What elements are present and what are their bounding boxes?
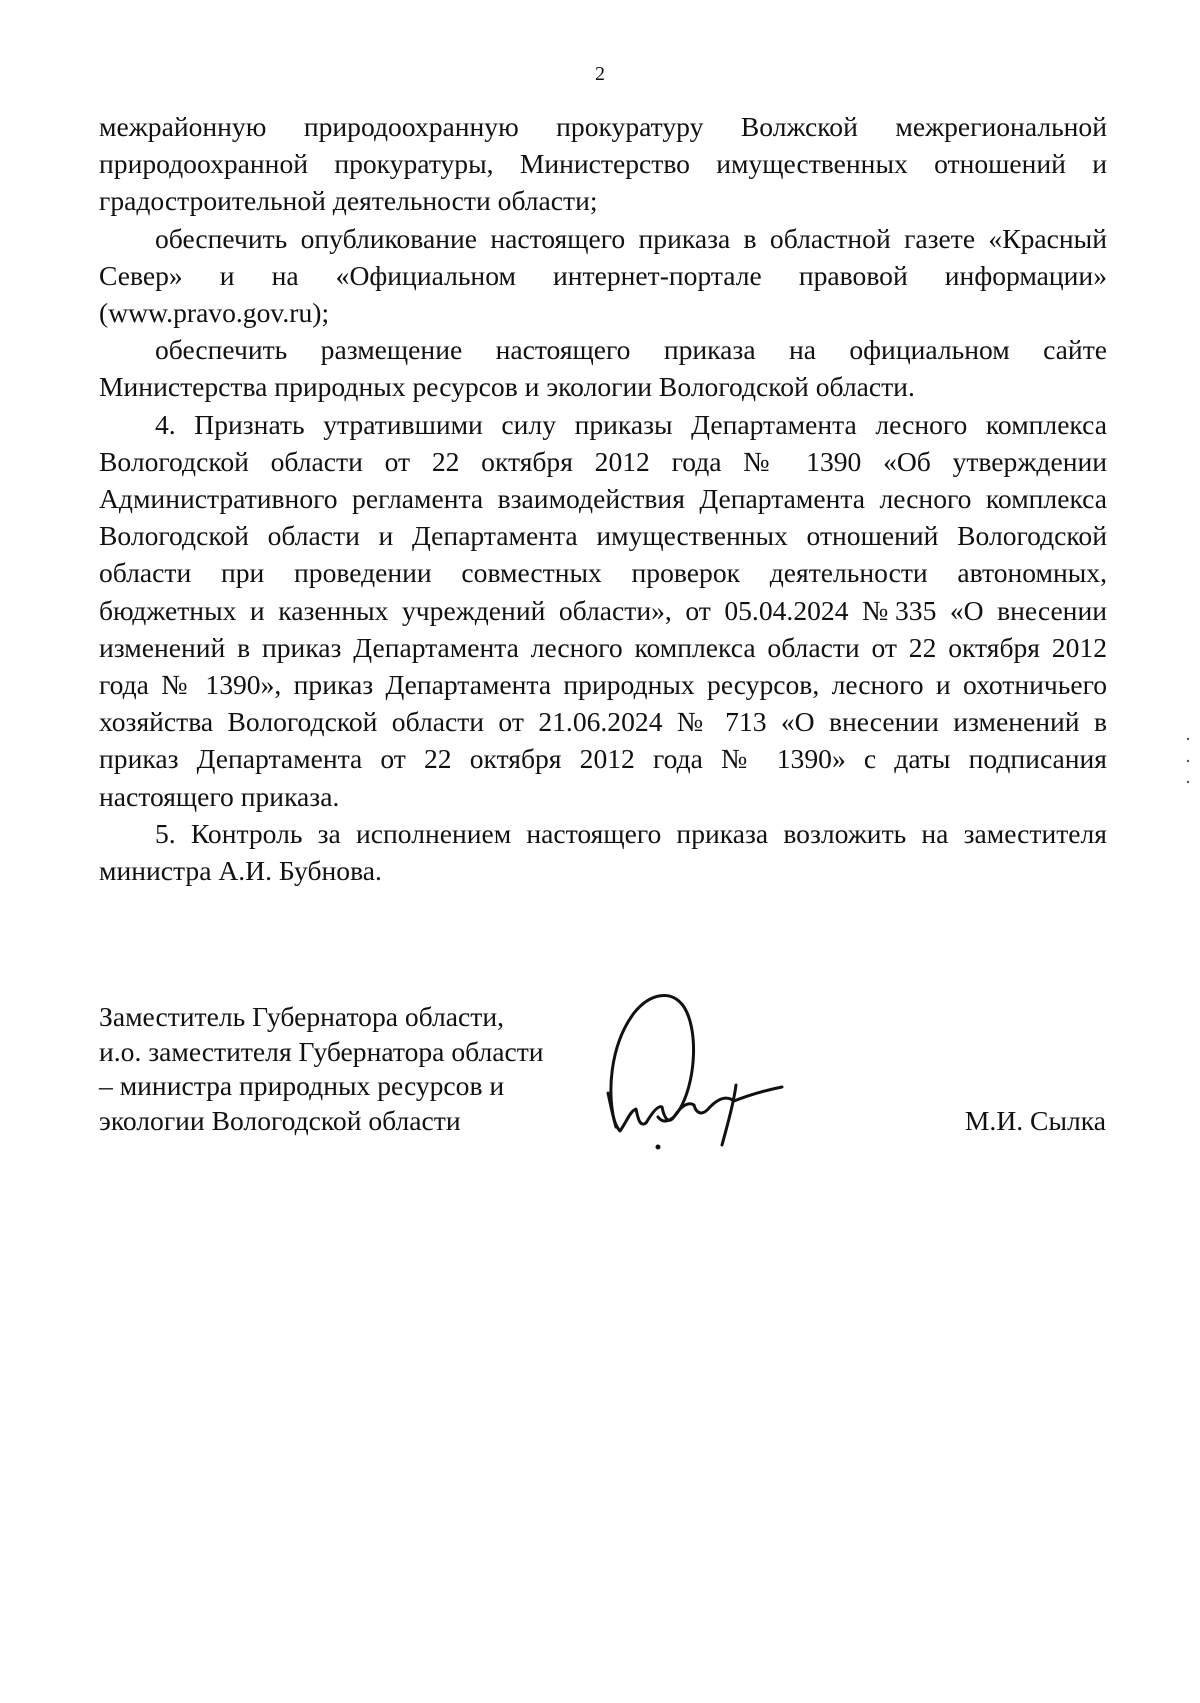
margin-dots (1186, 736, 1190, 786)
signatory-title-line: и.о. заместителя Губернатора области (99, 1035, 544, 1067)
signatory-title-line: Заместитель Губернатора области, (99, 1001, 505, 1032)
handwritten-signature (598, 985, 818, 1160)
document-body (99, 108, 1107, 889)
paragraph-publication: обеспечить опубликование настоящего приказа в областной газете «Красный Север» и на «Официальном интернет-портале правовой информации» (www.pravo.gov.ru); (99, 222, 1107, 329)
paragraph-item-5: 5. Контроль за исполнением настоящего приказа возложить на заместителя министра А.И. Бубнова. (99, 817, 1107, 887)
paragraph-item-4: 4. Признать утратившими силу приказы Департамента лесного комплекса Вологодской области от 22 октября 2012 года № 1390 «Об утверждении Административного регламента взаимодействия Департамента лесного комплекса Вологодской области и Департамента имущественных отношений Вологодской области при проведении совместных проверок деятельности автономных, бюджетных и казенных учреждений области», от 05.04.2024 №335 «О внесении изменений в приказ Департамента лесного комплекса области от 22 октября 2012 года № 1390», приказ Департамента природных ресурсов, лесного и охотничьего хозяйства Вологодской области от 21.06.2024 № 713 «О внесении изменений в приказ Департамента от 22 октября 2012 года № 1390» с даты подписания настоящего приказа. (99, 408, 1107, 812)
paragraph-website-posting: обеспечить размещение настоящего приказа на официальном сайте Министерства природных ресурсов и экологии Вологодской области. (99, 334, 1107, 403)
paragraph-continuation: межрайонную природоохранную прокуратуру Волжской межрегиональной природоохранной прокуратуры, Министерство имущественных отношений и градостроительной деятельности области; (99, 111, 1107, 217)
signatory-title-line: экологии Вологодской области (99, 1104, 461, 1136)
signatory-title (99, 1000, 544, 1138)
signatory-title-line: – министра природных ресурсов и (99, 1070, 505, 1101)
page-number: 2 (595, 63, 605, 85)
signatory-name: М.И. Сылка (964, 1105, 1106, 1136)
